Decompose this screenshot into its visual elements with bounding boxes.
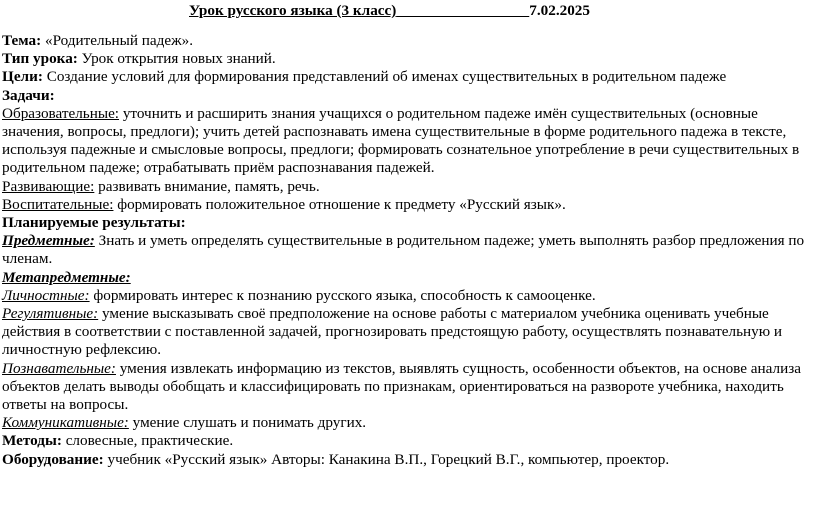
results-subject [2,232,814,268]
tasks-educational-text: уточнить и расширить знания учащихся о родительном падеже имён существительных (основные значения, вопросы, предлоги); учить детей распознавать имена существительные в форме родительного падежа в тексте, используя падежные и смысловые вопросы, предлоги; формировать сознательное употребление в речи существительных в родительном падеже; отрабатывать приём распознавания падежей. [2,104,800,177]
topic-label: Тема: [2,32,42,49]
results-cognitive-label: Познавательные: [2,359,116,377]
goals-line [2,68,814,86]
topic-text: «Родительный падеж». [41,32,194,49]
methods-line [2,432,814,450]
results-communicative [2,414,814,432]
document-header [189,2,814,20]
tasks-upbringing-text: формировать положительное отношение к предмету «Русский язык». [113,195,566,213]
methods-label: Методы: [2,432,62,450]
goals-label: Цели: [2,68,43,86]
results-subject-text: Знать и уметь определять существительные в родительном падеже; уметь выполнять разбор предложения по членам. [2,232,805,268]
equipment-text: учебник «Русский язык» Авторы: Канакина В.П., Горецкий В.Г., компьютер, проектор. [103,450,670,468]
results-subject-label: Предметные: [2,232,95,250]
tasks-educational [2,105,814,178]
results-regulative-text: умение высказывать своё предположение на основе работы с материалом учебника оценивать учебные действия в соответствии с поставленной задачей, прогнозировать предстоящую работу, осуществлять познавательную и личностную рефлексию. [2,305,783,359]
results-communicative-text: умение слушать и понимать других. [128,414,367,432]
results-personal [2,287,814,305]
header-gap [2,20,814,32]
document-title: Урок русского языка (3 класс) [189,2,397,19]
tasks-upbringing-label: Воспитательные: [2,195,114,213]
tasks-developing-text: развивать внимание, память, речь. [94,177,320,195]
results-meta-heading: Метапредметные: [2,268,131,286]
tasks-heading: Задачи: [2,86,55,104]
results-communicative-label: Коммуникативные: [2,414,129,432]
lesson-type-text: Урок открытия новых знаний. [77,50,276,68]
equipment-label: Оборудование: [2,450,104,468]
results-regulative-label: Регулятивные: [2,305,99,323]
results-heading: Планируемые результаты: [2,214,186,232]
tasks-developing [2,178,814,196]
document-date: 7.02.2025 [529,2,590,19]
lesson-plan-document [2,2,814,469]
results-regulative [2,305,814,360]
tasks-educational-label: Образовательные: [2,104,120,122]
results-personal-text: формировать интерес к познанию русского языка, способность к самооценке. [89,286,596,304]
goals-text: Создание условий для формирования представлений об именах существительных в родительном падеже [42,68,727,86]
results-personal-label: Личностные: [2,286,90,304]
lesson-type-label: Тип урока: [2,50,78,68]
results-cognitive-text: умения извлекать информацию из текстов, выявлять сущность, особенности объектов, на основе анализа объектов делать выводы обобщать и классифицировать по признакам, ориентироваться на развороте учебника, находить ответы на вопросы. [2,359,801,414]
topic-line [2,32,814,50]
methods-text: словесные, практические. [61,432,234,450]
header-underline-spacer [396,2,529,19]
equipment-line [2,451,814,469]
results-cognitive [2,360,814,415]
tasks-upbringing [2,196,814,214]
tasks-developing-label: Развивающие: [2,177,95,195]
lesson-type-line [2,50,814,68]
